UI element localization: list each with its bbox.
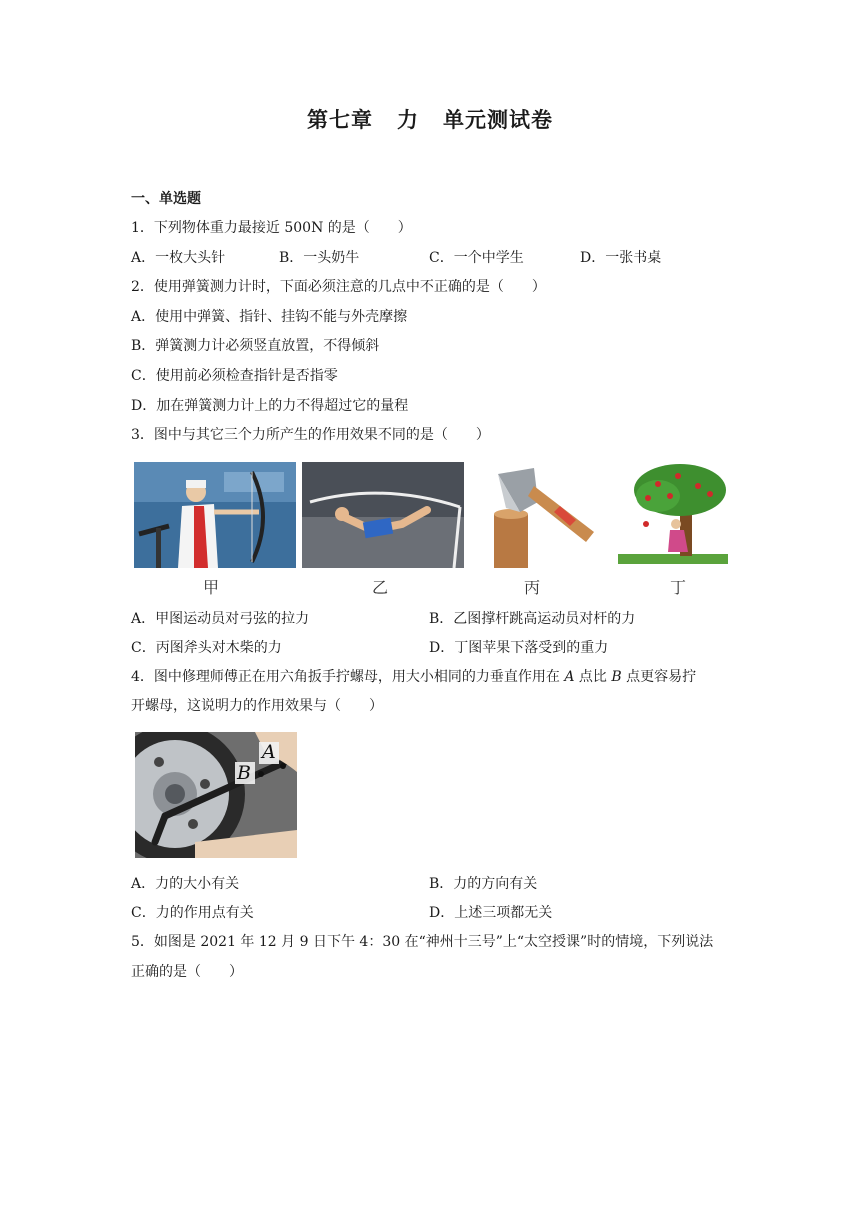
q4-point-b: B: [611, 669, 622, 685]
pole-vault-image: [302, 462, 464, 568]
q4-stem-line1: [131, 667, 696, 687]
title-chapter: 第七章: [307, 107, 373, 132]
archer-image: [134, 462, 296, 568]
q1-option-a: A．一枚大头针: [131, 250, 226, 266]
wrench-image: [135, 732, 297, 858]
q4-point-a: A: [564, 669, 575, 685]
figure-label-jia: 甲: [203, 578, 220, 597]
q1-option-c: C．一个中学生: [429, 250, 524, 266]
page-title: [0, 104, 860, 134]
q4-option-c: C．力的作用点有关: [131, 905, 254, 921]
axe-image: [476, 462, 600, 568]
q4-option-a: A．力的大小有关: [131, 876, 240, 892]
q3-option-a: A．甲图运动员对弓弦的拉力: [131, 611, 310, 627]
figure-label-yi: 乙: [372, 578, 389, 597]
q4-option-b: B．力的方向有关: [429, 876, 538, 892]
title-force: 力: [397, 107, 419, 132]
q2-option-c: C．使用前必须检查指针是否指零: [131, 368, 338, 384]
q2-option-a: A．使用中弹簧、指针、挂钩不能与外壳摩擦: [131, 309, 408, 325]
q5-stem-line1: 5．如图是 2021 年 12 月 9 日下午 4：30 在“神州十三号”上“太空授课”时的情境，下列说法: [131, 934, 714, 950]
q3-option-c: C．丙图斧头对木柴的力: [131, 640, 282, 656]
q3-stem: 3．图中与其它三个力所产生的作用效果不同的是（ ）: [131, 427, 490, 443]
figure-label-ding: 丁: [670, 578, 687, 597]
q4-stem-text-2: 点比: [574, 669, 612, 685]
wrench-point-b-label: B: [237, 762, 251, 784]
figure-label-bing: 丙: [524, 578, 541, 597]
section-heading: 一、单选题: [131, 191, 201, 207]
q1-option-d: D．一张书桌: [580, 250, 662, 266]
q2-option-d: D．加在弹簧测力计上的力不得超过它的量程: [131, 398, 409, 414]
q4-option-d: D．上述三项都无关: [429, 905, 553, 921]
q1-stem: 1．下列物体重力最接近 500N 的是（ ）: [131, 220, 412, 236]
q2-option-b: B．弹簧测力计必须竖直放置，不得倾斜: [131, 338, 380, 354]
q4-stem-text-1: 4．图中修理师傅正在用六角扳手拧螺母，用大小相同的力垂直作用在: [131, 669, 565, 685]
q2-stem: 2．使用弹簧测力计时，下面必须注意的几点中不正确的是（ ）: [131, 279, 546, 295]
q1-option-b: B．一头奶牛: [279, 250, 360, 266]
q4-stem-text-3: 点更容易拧: [621, 669, 697, 685]
wrench-point-a-label: A: [262, 741, 276, 763]
q5-stem-line2: 正确的是（ ）: [131, 964, 243, 980]
q3-option-d: D．丁图苹果下落受到的重力: [429, 640, 609, 656]
q3-option-b: B．乙图撑杆跳高运动员对杆的力: [429, 611, 636, 627]
q4-stem-line2: 开螺母，这说明力的作用效果与（ ）: [131, 698, 383, 714]
title-test: 单元测试卷: [443, 107, 553, 132]
apple-tree-image: [618, 462, 728, 568]
